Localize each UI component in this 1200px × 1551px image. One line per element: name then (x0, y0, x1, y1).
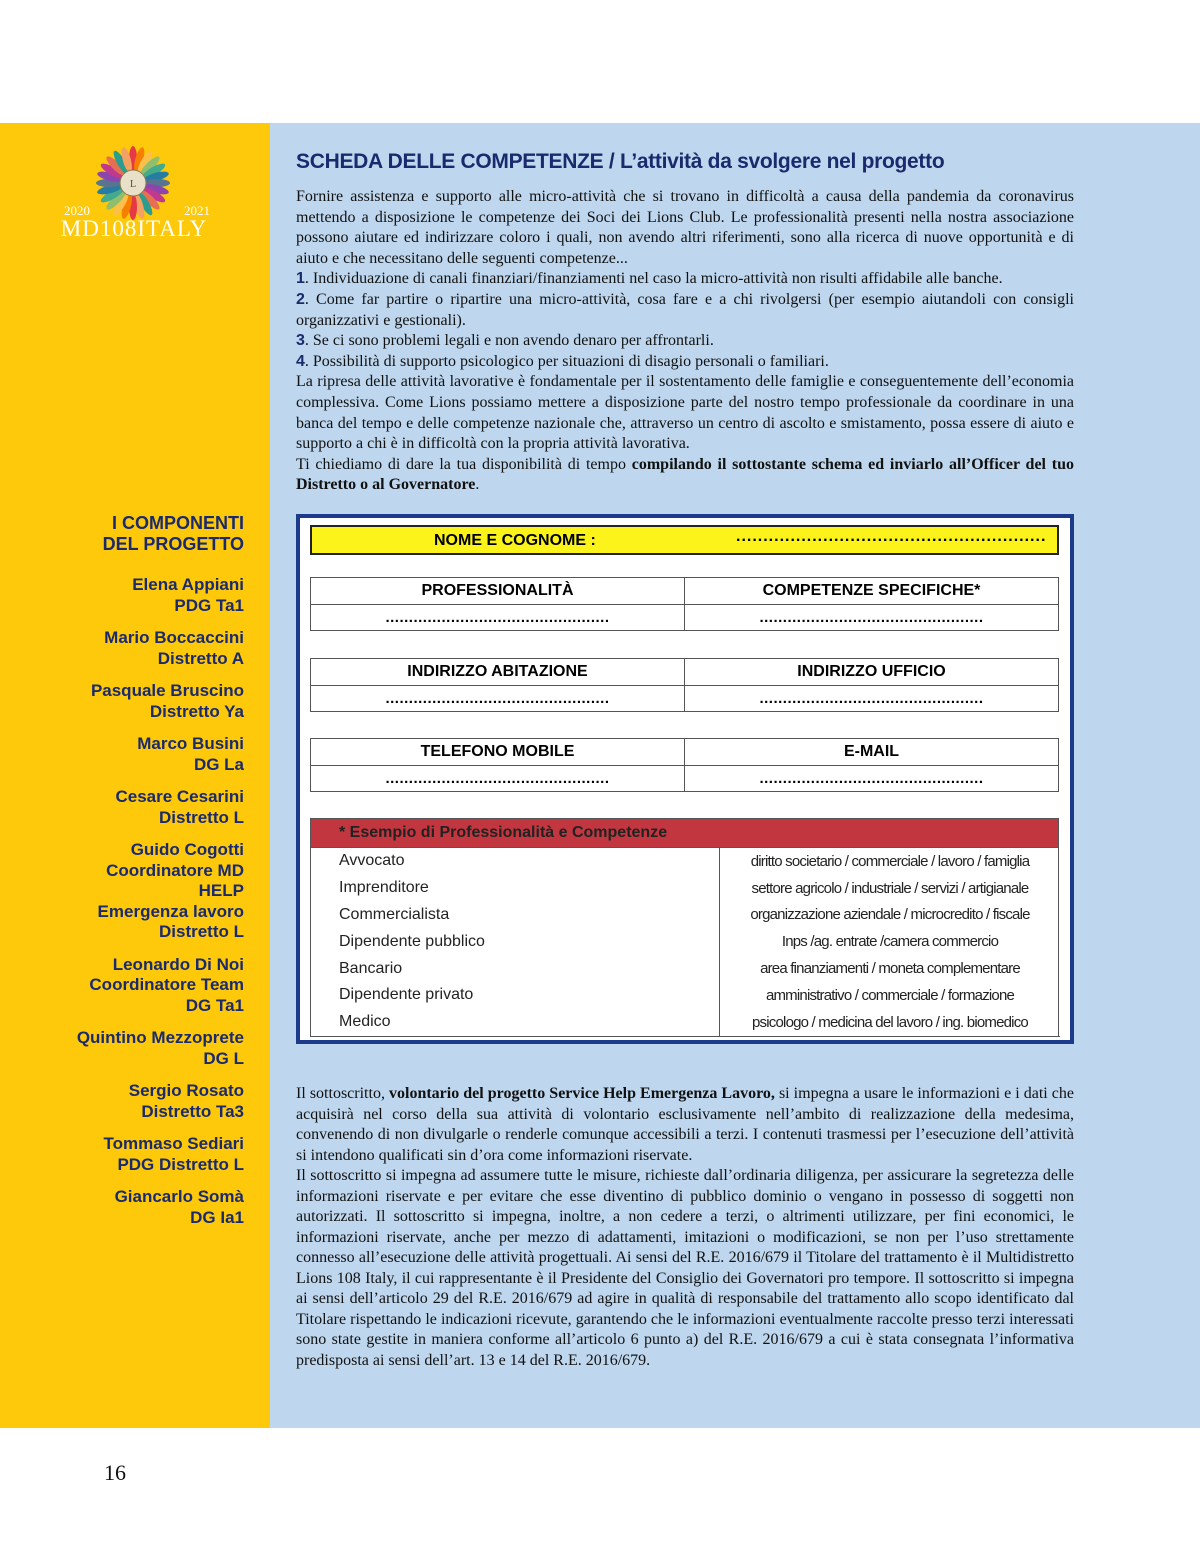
intro-item-number: 4 (296, 352, 305, 370)
example-competence: area finanziamenti / moneta complementare (720, 955, 1061, 982)
office-address-field[interactable]: ................................................ (685, 685, 1059, 712)
member-list (10, 575, 244, 1240)
team-member (10, 628, 244, 669)
team-member-line1: Quintino Mezzoprete (76, 1028, 244, 1047)
team-member-line1: Pasquale Bruscino (90, 681, 244, 700)
intro-item-number: 2 (296, 290, 305, 308)
intro-item-text: . Possibilità di supporto psicologico per situazioni di disagio personali o familiari. (304, 352, 829, 370)
intro-list-item (296, 269, 1074, 290)
team-member (10, 734, 244, 775)
example-row (311, 902, 1060, 929)
team-member-line1: Marco Busini (137, 734, 244, 753)
intro-list (296, 269, 1074, 372)
mobile-label: TELEFONO MOBILE (311, 739, 685, 766)
example-row (311, 1009, 1060, 1036)
contact-table (310, 738, 1059, 792)
disclaimer-paragraph-1 (296, 1084, 1074, 1166)
disclaimer-p1-end: si impegna a usare le informazioni e i dati che acquisirà nel corso della sua attività di volontario esclusivamente nell’ambito di realizzazione della medesima, convenendo di non divulgarle o renderle comunque accessibili a terzi. I contenuti trasmessi per l’esecuzione dell’attività si intendono qualificati sin d’ora come informazioni riservate. (296, 1085, 1074, 1164)
email-label: E-MAIL (685, 739, 1059, 766)
example-competence: psicologo / medicina del lavoro / ing. biomedico (720, 1009, 1061, 1036)
team-member (10, 1081, 244, 1122)
example-professionality: Bancario (339, 959, 403, 977)
home-address-field[interactable]: ................................................ (311, 685, 685, 712)
intro-list-item (296, 331, 1074, 352)
intro-item-text: . Se ci sono problemi legali e non avendo denaro per affrontarli. (304, 332, 714, 350)
example-professionality: Dipendente pubblico (339, 932, 485, 950)
team-member (10, 575, 244, 616)
address-table (310, 658, 1059, 712)
page-number: 16 (104, 1460, 126, 1485)
example-professionality: Imprenditore (339, 879, 429, 897)
name-dots: ......................................................... (736, 528, 1047, 545)
team-member (10, 1028, 244, 1069)
team-member-line1: Tommaso Sediari (103, 1134, 244, 1153)
example-row (311, 955, 1060, 982)
example-professionality: Avvocato (339, 852, 405, 870)
team-member (10, 1134, 244, 1175)
intro-paragraph-2: La ripresa delle attività lavorative è fondamentale per il sostentamento delle famiglie e conseguentemente dell’economia complessiva. Come Lions possiamo mettere a disposizione parte del nostro tempo professionale da coordinare in una banca del tempo e delle competenze nazionale che, attraverso un centro di ascolto e smistamento, possa essere di aiuto e supporto a chi è in difficoltà con la propria attività lavorativa. (296, 373, 1074, 453)
intro-paragraph-3 (296, 455, 1074, 496)
intro-list-item (296, 352, 1074, 373)
team-member-line2: Distretto Ya (149, 701, 244, 721)
team-member-line3: DG Ta1 (185, 995, 244, 1015)
competences-field[interactable]: ................................................ (685, 604, 1059, 631)
disclaimer-p1-start: Il sottoscritto, (296, 1085, 389, 1102)
intro-item-text: . Come far partire o ripartire una micro-attività, cosa fare e a chi rivolgersi (per esempio aiutandoli con consigli organizzativi e gestionali). (296, 290, 1074, 329)
team-member-line3: HELP (198, 881, 244, 900)
office-address-label: INDIRIZZO UFFICIO (685, 659, 1059, 686)
team-member-line2: Coordinatore MD (106, 860, 244, 880)
intro-item-number: 3 (296, 332, 305, 350)
examples-table (311, 848, 1060, 1037)
mobile-field[interactable]: ................................................ (311, 765, 685, 792)
home-address-label: INDIRIZZO ABITAZIONE (311, 659, 685, 686)
team-member-line1: Elena Appiani (132, 575, 244, 594)
team-title (20, 513, 244, 555)
team-member-line2: DG La (193, 754, 244, 774)
example-row (311, 875, 1060, 902)
team-member-line2: PDG Ta1 (174, 595, 244, 615)
email-field[interactable]: ................................................ (685, 765, 1059, 792)
intro-p3-bold: compilando il sottostante schema ed inviarlo all’Officer del tuo Distretto o al Governatore (296, 455, 1074, 494)
intro-list-item (296, 290, 1074, 331)
team-member-line1: Giancarlo Somà (114, 1187, 244, 1206)
team-title-line2: DEL PROGETTO (102, 534, 244, 554)
examples-header: * Esempio di Professionalità e Competenze (310, 818, 1059, 848)
team-member-line1: Leonardo Di Noi (112, 954, 244, 974)
logo-year-left: 2020 (64, 203, 90, 218)
example-row (311, 982, 1060, 1009)
name-field[interactable] (310, 525, 1059, 555)
example-professionality: Medico (311, 1009, 720, 1036)
team-member-line1: Cesare Cesarini (115, 787, 244, 806)
example-professionality: Dipendente privato (339, 986, 474, 1004)
page-title: SCHEDA DELLE COMPETENZE / L’attività da svolgere nel progetto (296, 150, 945, 173)
logo-year-right: 2021 (184, 203, 210, 218)
example-competence: organizzazione aziendale / microcredito / fiscale (720, 902, 1061, 929)
team-member (10, 840, 244, 943)
disclaimer-text (296, 1084, 1074, 1371)
example-professionality: Commercialista (339, 905, 450, 923)
example-competence: diritto societario / commerciale / lavoro / famiglia (720, 848, 1061, 875)
team-member-line2: DG Ia1 (190, 1207, 244, 1227)
professionality-table (310, 577, 1059, 631)
intro-p3-start: Ti chiediamo di dare la tua disponibilità di tempo (296, 455, 632, 473)
team-member-line2: DG L (203, 1048, 244, 1068)
team-member-line1: Mario Boccaccini (104, 628, 244, 647)
competence-form (296, 514, 1074, 1044)
team-member (10, 1187, 244, 1228)
example-row (311, 928, 1060, 955)
intro-p3-end: . (475, 476, 480, 494)
example-competence: settore agricolo / industriale / servizi / artigianale (720, 875, 1061, 902)
example-competence: Inps /ag. entrate /camera commercio (720, 928, 1061, 955)
team-member (10, 787, 244, 828)
disclaimer-p1-bold: volontario del progetto Service Help Emergenza Lavoro, (389, 1085, 775, 1102)
intro-item-number: 1 (296, 270, 305, 288)
team-member-line2: Distretto Ta3 (141, 1101, 244, 1121)
team-member (10, 955, 244, 1017)
team-member-line5: Distretto L (159, 922, 244, 941)
examples-section (310, 818, 1059, 1037)
team-title-line1: I COMPONENTI (111, 513, 244, 533)
examples-body (310, 848, 1059, 1037)
example-competence: amministrativo / commerciale / formazione (720, 982, 1061, 1009)
team-member-line1: Guido Cogotti (130, 840, 244, 859)
team-member-line2: Distretto A (157, 648, 244, 668)
intro-item-text: . Individuazione di canali finanziari/finanziamenti nel caso la micro-attività non risulti affidabile alle banche. (304, 270, 1003, 288)
team-member (10, 681, 244, 722)
logo-name: MD108ITALY (60, 216, 208, 241)
professionality-field[interactable]: ................................................ (311, 604, 685, 631)
team-member-line2: Distretto L (159, 807, 244, 827)
team-member-line2: Coordinatore Team (89, 975, 244, 994)
example-row (311, 848, 1060, 875)
team-member-line1: Sergio Rosato (128, 1081, 244, 1100)
team-member-line2: PDG Distretto L (117, 1154, 244, 1174)
intro-paragraph-1: Fornire assistenza e supporto alle micro-attività che si trovano in difficoltà a causa della pandemia da coronavirus mettendo a disposizione le competenze dei Soci dei Lions Club. Le professionalità presenti nella nostra associazione possono aiutare ed indirizzare coloro i quali, non avendo altri riferimenti, sono alla ricerca di nuove opportunità e di aiuto e che necessitano delle seguenti competenze... (296, 188, 1074, 267)
disclaimer-paragraph-2: Il sottoscritto si impegna ad assumere tutte le misure, richieste dall’ordinaria diligenza, per assicurare la segretezza delle informazioni riservate e per evitare che esse diventino di pubblico dominio o vengano in possesso di soggetti non autorizzati. Il sottoscritto si impegna, inoltre, a non cedere a terzi, o altrimenti utilizzare, per fini economici, le informazioni riservate, anche per mezzo di adattamenti, imitazioni o modificazioni, se non per l’uso strettamente connesso all’esecuzione delle attività progettuali. Ai sensi del R.E. 2016/679 il Titolare del trattamento è il Multidistretto Lions 108 Italy, il cui rappresentante è il Presidente del Consiglio dei Governatori pro tempore. Il sottoscritto si impegna ai sensi dell’articolo 29 del R.E. 2016/679 ad agire in qualità di responsabile del trattamento allo scopo identificato dal Titolare rispettando le indicazioni ricevute, garantendo che le informazioni eventualmente raccolte presso terzi interessati sono state gestite in maniera conforme all’articolo 6 punto a) del R.E. 2016/679 a cui è stata consegnata l’informativa predisposta ai sensi dell’art. 13 e 14 del R.E. 2016/679. (296, 1167, 1074, 1369)
intro-text (296, 187, 1074, 496)
competences-label: COMPETENZE SPECIFICHE* (685, 578, 1059, 605)
name-label: NOME E COGNOME : (434, 532, 596, 549)
team-member-line4: Emergenza lavoro (97, 901, 244, 921)
professionality-label: PROFESSIONALITÀ (311, 578, 685, 605)
svg-text:L: L (129, 179, 137, 190)
